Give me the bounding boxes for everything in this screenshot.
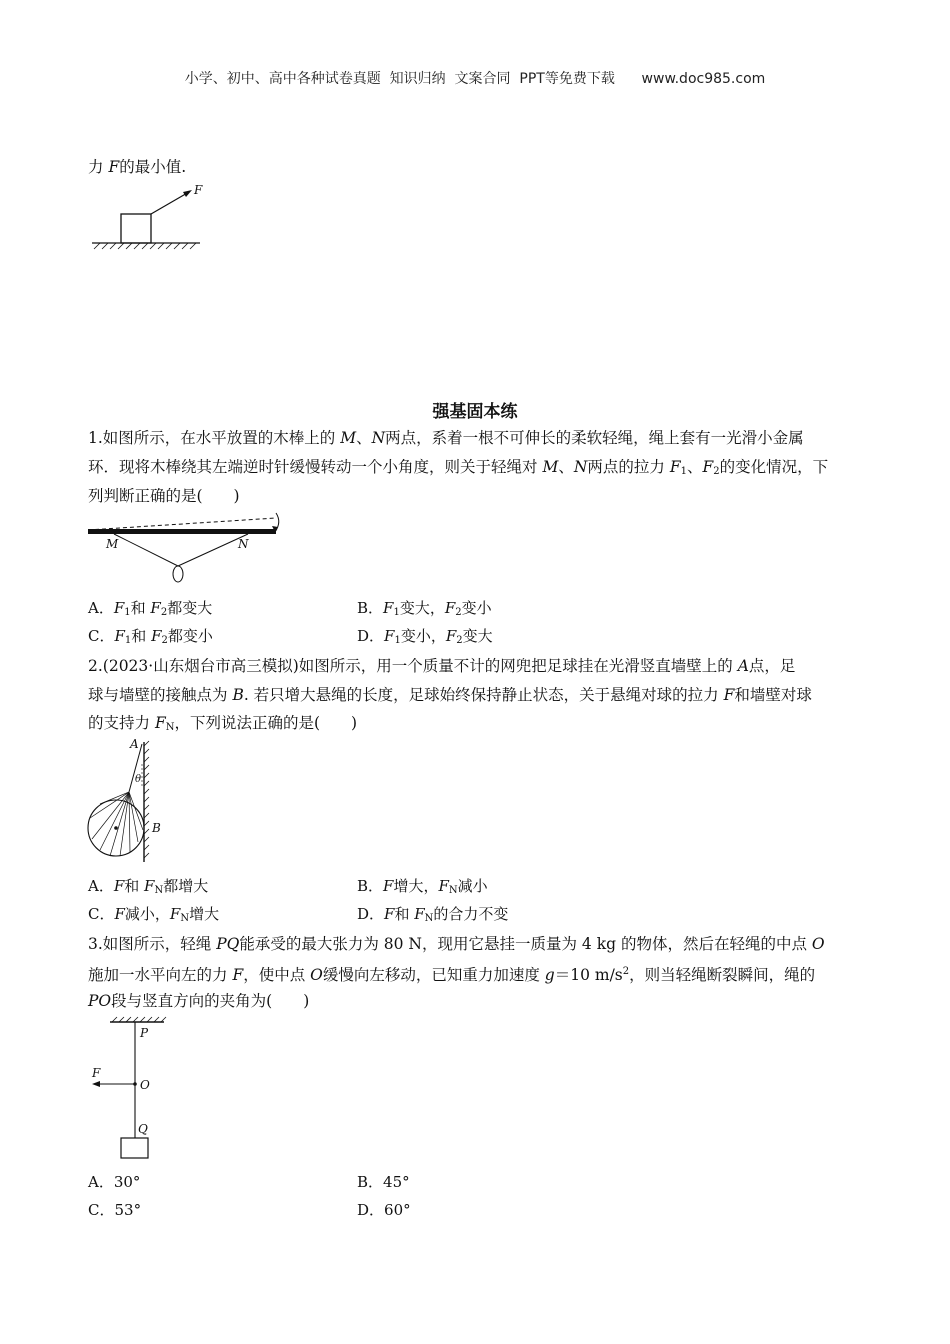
q3-line-3 — [88, 991, 868, 1011]
text: 和墙壁对球 — [734, 686, 812, 704]
text: 段与竖直方向的夹角为( ) — [111, 992, 310, 1010]
q3-option-A[interactable]: A．30° — [88, 1173, 141, 1191]
sub: 1 — [124, 607, 131, 618]
text: 变小 — [461, 599, 492, 617]
sub: 2 — [160, 607, 168, 618]
text: 减小 — [457, 877, 488, 895]
sub: 2 — [713, 466, 720, 477]
sub: 2 — [456, 635, 463, 646]
sub: 1 — [393, 607, 400, 618]
text: 的合力不变 — [433, 905, 509, 923]
var: g — [544, 966, 555, 985]
text: A． — [88, 599, 114, 617]
sub: N — [154, 885, 164, 896]
text: C． — [88, 627, 115, 645]
var: F — [669, 458, 681, 476]
rope-pq-figure — [86, 1016, 186, 1162]
var: F — [144, 877, 155, 895]
force-label: F — [194, 183, 203, 197]
var: F — [384, 627, 395, 645]
var: F — [154, 714, 166, 732]
text: D． — [357, 627, 385, 645]
block — [121, 214, 151, 243]
label-B: B — [152, 821, 161, 835]
text: 变小， — [400, 627, 446, 645]
text: 两点的拉力 — [587, 458, 670, 476]
q3-line-1 — [88, 934, 868, 954]
force-arrowhead — [183, 190, 192, 197]
text: 变大 — [462, 627, 493, 645]
text: 、 — [686, 458, 703, 476]
metal-ring — [173, 566, 183, 582]
text: 都增大 — [163, 877, 209, 895]
var: F — [383, 599, 394, 617]
var: N — [573, 458, 588, 476]
text: 变大， — [399, 599, 445, 617]
q2-option-B[interactable] — [357, 876, 488, 901]
var: F — [150, 599, 161, 617]
label-O: O — [140, 1078, 150, 1092]
var: F — [383, 877, 394, 895]
text: 的最小值. — [119, 158, 187, 176]
label-F: F — [92, 1066, 101, 1080]
text: 、 — [558, 458, 574, 476]
text: 3.如图所示，轻绳 — [88, 935, 217, 953]
q3-option-D[interactable]: D．60° — [357, 1201, 411, 1219]
ball-center — [114, 826, 118, 830]
var: O — [310, 966, 323, 985]
text: 环．现将木棒绕其左端逆时针缓慢转动一个小角度，则关于轻绳对 — [88, 458, 543, 476]
var: F — [702, 458, 714, 476]
text: 缓慢向左移动，已知重力加速度 — [322, 966, 545, 985]
rope-left — [114, 534, 178, 566]
label-theta: θ — [135, 774, 142, 785]
q2-line-2 — [88, 685, 868, 705]
point-O — [133, 1082, 137, 1086]
label-N: N — [238, 537, 249, 551]
sub: N — [180, 913, 190, 924]
ceiling-hatching — [112, 1017, 166, 1022]
q3-line-2 — [88, 962, 868, 985]
wall-hatching — [144, 741, 149, 858]
sub: N — [448, 885, 458, 896]
force-arrowhead — [92, 1081, 100, 1087]
q2-line-1 — [88, 656, 868, 676]
var: M — [542, 458, 559, 476]
label-M: M — [106, 537, 119, 551]
var: F — [723, 686, 735, 704]
var: F — [114, 905, 125, 923]
var: F — [444, 599, 456, 617]
text: 的变化情况，下 — [719, 458, 829, 476]
var: F — [151, 627, 162, 645]
var: F — [232, 966, 244, 985]
rod — [88, 529, 276, 534]
hanging-block — [121, 1138, 148, 1158]
q1-option-D[interactable] — [357, 626, 493, 651]
force-arrow — [151, 192, 189, 214]
text: C． — [88, 905, 115, 923]
text: 和 — [131, 627, 152, 645]
q1-option-C[interactable] — [88, 626, 213, 651]
block-force-figure — [88, 180, 228, 255]
net — [90, 792, 143, 856]
sub: N — [165, 722, 175, 733]
var: F — [113, 599, 125, 617]
text: 点，足 — [748, 657, 796, 675]
text: 1.如图所示，在水平放置的木棒上的 — [88, 429, 341, 447]
section-title: 强基固本练 — [432, 402, 518, 422]
text: A． — [88, 877, 114, 895]
q3-option-B[interactable]: B．45° — [357, 1173, 410, 1191]
var: F — [414, 905, 425, 923]
var: F — [113, 877, 125, 895]
text: 都变小 — [167, 627, 213, 645]
sup: 2 — [622, 966, 630, 977]
q2-option-D[interactable] — [357, 904, 508, 929]
var: F — [438, 877, 449, 895]
text: 能承受的最大张力为 80 N，现用它悬挂一质量为 4 kg 的物体，然后在轻绳的中点 — [239, 935, 812, 953]
text: 2.(2023·山东烟台市高三模拟)如图所示，用一个质量不计的网兜把足球挂在光滑竖直墙壁上的 — [88, 657, 738, 675]
text: ，下列说法正确的是( ) — [174, 714, 358, 732]
q1-line-2 — [88, 457, 868, 482]
var: F — [114, 627, 125, 645]
var: O — [811, 935, 825, 953]
text: 增大， — [393, 877, 439, 895]
text: 球与墙壁的接触点为 — [88, 686, 233, 704]
text: 列判断正确的是( ) — [88, 487, 240, 505]
var: A — [737, 657, 749, 675]
text: 施加一水平向左的力 — [88, 966, 233, 985]
sub: 1 — [124, 635, 132, 646]
text: 的支持力 — [88, 714, 155, 732]
sub: 2 — [455, 607, 462, 618]
text: 和 — [124, 877, 145, 895]
var: F — [169, 905, 181, 923]
label-P: P — [140, 1026, 149, 1040]
text: 两点，系着一根不可伸长的柔软轻绳，绳上套有一光滑小金属 — [385, 429, 804, 447]
text: . 若只增大悬绳的长度，足球始终保持静止状态，关于悬绳对球的拉力 — [243, 686, 724, 704]
text: 和 — [130, 599, 151, 617]
var: PQ — [216, 935, 240, 953]
sub: 2 — [161, 635, 168, 646]
text: ，使中点 — [243, 966, 311, 985]
var-F: F — [108, 158, 120, 176]
var: B — [232, 686, 244, 704]
ground-hatching — [94, 243, 196, 249]
label-A: A — [130, 737, 139, 751]
text: B． — [357, 599, 384, 617]
rotated-rod-dashed — [88, 518, 276, 530]
q3-option-C[interactable]: C．53° — [88, 1201, 142, 1219]
text: 、 — [356, 429, 372, 447]
q1-line-1 — [88, 428, 868, 448]
text: 和 — [394, 905, 415, 923]
prev-question-tail — [88, 157, 868, 177]
text: ，则当轻绳断裂瞬间，绳的 — [629, 966, 816, 985]
q1-option-B[interactable] — [357, 598, 492, 623]
var: F — [445, 627, 457, 645]
ball-wall-figure — [86, 736, 186, 866]
var: N — [371, 429, 386, 447]
q2-option-C[interactable] — [88, 904, 219, 929]
q1-line-3 — [88, 486, 868, 506]
text: D． — [357, 905, 385, 923]
text: 增大 — [189, 905, 220, 923]
label-Q: Q — [138, 1122, 148, 1136]
q2-option-A[interactable] — [88, 876, 208, 901]
sub: N — [424, 913, 434, 924]
text: B． — [357, 877, 384, 895]
rod-ring-figure — [86, 510, 296, 586]
var: F — [384, 905, 395, 923]
text: 减小， — [124, 905, 170, 923]
q2-line-3 — [88, 713, 868, 738]
sub: 1 — [394, 635, 401, 646]
sub: 1 — [680, 466, 687, 477]
q1-option-A[interactable] — [88, 598, 212, 623]
text: 都变大 — [167, 599, 213, 617]
text: ＝10 m/s — [554, 966, 623, 985]
var: PO — [88, 992, 112, 1010]
text: 力 — [88, 158, 109, 176]
var: M — [340, 429, 357, 447]
page-header: 小学、初中、高中各种试卷真题 知识归纳 文案合同 PPT等免费下载 www.doc985.com — [184, 71, 766, 87]
